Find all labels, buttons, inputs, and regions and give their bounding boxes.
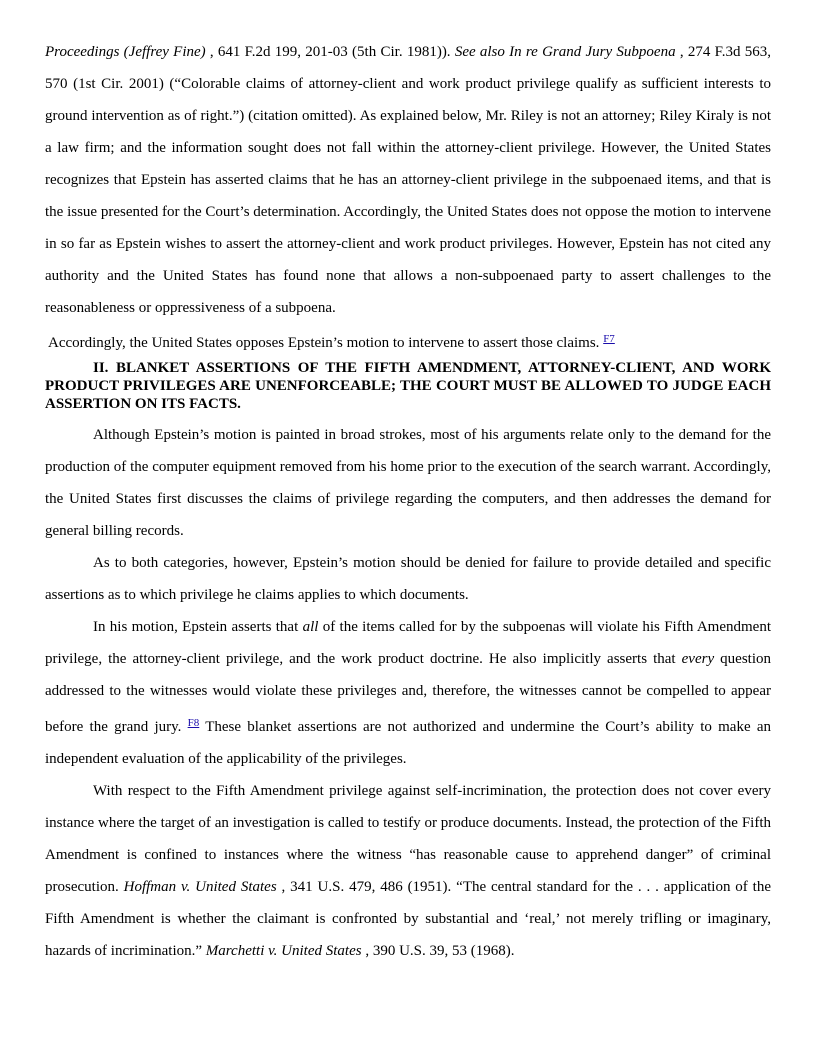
citation-text: , 641 F.2d 199, 201-03 (5th Cir. 1981)). [205,44,455,60]
paragraph-text: These blanket assertions are not authorized and undermine the Court’s ability to make an independent evaluation of the applicability of the privileges. [45,719,771,767]
paragraph-text: , 390 U.S. 39, 53 (1968). [361,943,515,959]
footnote-link-f7[interactable]: F7 [603,333,615,345]
document-page [45,36,771,967]
paragraph-conclusion-line [48,324,771,358]
emphasis-text: every [681,651,715,667]
paragraph-intervention [45,36,771,324]
paragraph-broad-strokes: Although Epstein’s motion is painted in broad strokes, most of his arguments relate only to the demand for the production of the computer equipment removed from his home prior to the execution of the search warrant. Accordingly, the United States first discusses the claims of privilege regarding the computers, and then addresses the demand for general billing records. [45,427,771,539]
paragraph-text: In his motion, Epstein asserts that [93,619,303,635]
section-heading: II. BLANKET ASSERTIONS OF THE FIFTH AMENDMENT, ATTORNEY-CLIENT, AND WORK PRODUCT PRIVILEGES ARE UNENFORCEABLE; THE COURT MUST BE ALLOWED TO JUDGE EACH ASSERTION ON ITS FACTS. [45,360,771,412]
paragraph-both-categories: As to both categories, however, Epstein’s motion should be denied for failure to provide detailed and specific assertions as to which privilege he claims applies to which documents. [45,555,771,603]
paragraph-blanket-assertions [45,611,771,775]
paragraph-text: Accordingly, the United States opposes Epstein’s motion to intervene to assert those claims. [48,335,600,351]
paragraph-text: , 274 F.3d 563, 570 (1st Cir. 2001) (“Colorable claims of attorney-client and work product privilege qualify as sufficient interests to ground intervention as of right.”) (citation omitted). As explained below, Mr. Riley is not an attorney; Riley Kiraly is not a law firm; and the information sought does not fall within the attorney-client privilege. However, the United States recognizes that Epstein has asserted claims that he has an attorney-client privilege in the subpoenaed items, and that is the issue presented for the Court’s determination. Accordingly, the United States does not oppose the motion to intervene in so far as Epstein wishes to assert the attorney-client and work product privileges. However, Epstein has not cited any authority and the United States has found none that allows a non-subpoenaed party to assert challenges to the reasonableness or oppressiveness of a subpoena. [45,44,771,316]
case-citation: Marchetti v. United States [205,943,362,959]
paragraph-text: question addressed to the witnesses would violate these privileges and, therefore, the witnesses cannot be compelled to appear before the grand jury. [45,651,771,735]
footnote-link-f8[interactable]: F8 [187,717,200,729]
emphasis-text: all [302,619,319,635]
case-citation: See also In re Grand Jury Subpoena [454,44,676,60]
case-citation: Proceedings (Jeffrey Fine) [45,44,206,60]
paragraph-text: of the items called for by the subpoenas will violate his Fifth Amendment privilege, the attorney-client privilege, and the work product doctrine. He also implicitly asserts that [45,619,771,667]
paragraph-text: , 341 U.S. 479, 486 (1951). “The central standard for the . . . application of the Fifth Amendment is whether the claimant is confronted by substantial and ‘real,’ not merely trifling or imaginary, hazards of incrimination.” [45,879,771,959]
case-citation: Hoffman v. United States [123,879,277,895]
paragraph-text: With respect to the Fifth Amendment privilege against self-incrimination, the protection does not cover every instance where the target of an investigation is called to testify or produce documents. Instead, the protection of the Fifth Amendment is confined to instances where the witness “has reasonable cause to apprehend danger” of criminal prosecution. [45,783,771,895]
paragraph-fifth-amendment [45,775,771,967]
